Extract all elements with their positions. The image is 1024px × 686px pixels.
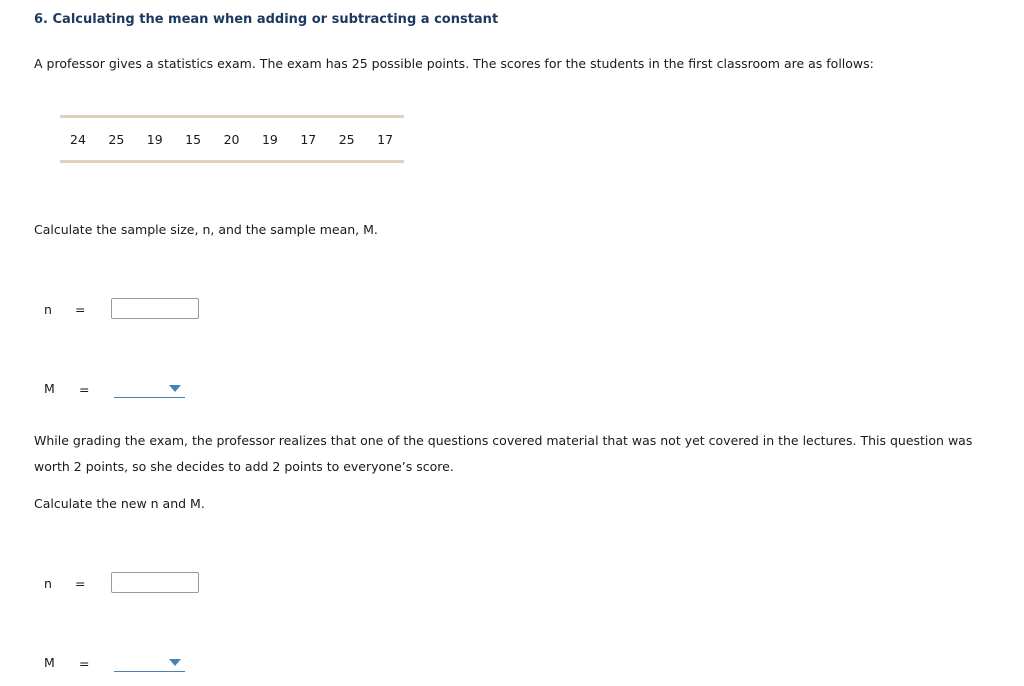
score-cell: 19 [146,132,163,147]
sample-mean-dropdown[interactable] [114,382,185,398]
equals-sign: = [75,576,86,591]
m-label: M [44,655,55,670]
prompt-part2: Calculate the new n and M. [34,496,205,511]
new-sample-mean-dropdown[interactable] [114,656,185,672]
new-sample-size-input[interactable] [111,572,199,593]
score-cell: 25 [338,132,355,147]
question-title: 6. Calculating the mean when adding or subtracting a constant [34,12,499,27]
n-label: n [44,576,52,591]
score-cell: 25 [108,132,125,147]
m-label: M [44,381,55,396]
sample-size-input[interactable] [111,298,199,319]
prompt-part1: Calculate the sample size, n, and the sample mean, M. [34,222,378,237]
equals-sign: = [79,656,90,671]
n-label: n [44,302,52,317]
equals-sign: = [79,382,90,397]
scenario-text: While grading the exam, the professor realizes that one of the questions covered material that was not yet covered in the lectures. This question was worth 2 points, so she decides to add 2 points to everyone’s score. [34,433,973,474]
score-cell: 19 [261,132,278,147]
score-cell: 17 [377,132,394,147]
intro-text: A professor gives a statistics exam. The exam has 25 possible points. The scores for the students in the first classroom are as follows: [34,56,874,71]
score-cell: 24 [70,132,86,147]
score-cell: 17 [300,132,317,147]
caret-down-icon [169,659,181,666]
score-cell: 20 [223,132,240,147]
scores-row [70,132,416,147]
score-cell: 15 [185,132,202,147]
scores-table [60,115,404,163]
caret-down-icon [169,385,181,392]
equals-sign: = [75,302,86,317]
